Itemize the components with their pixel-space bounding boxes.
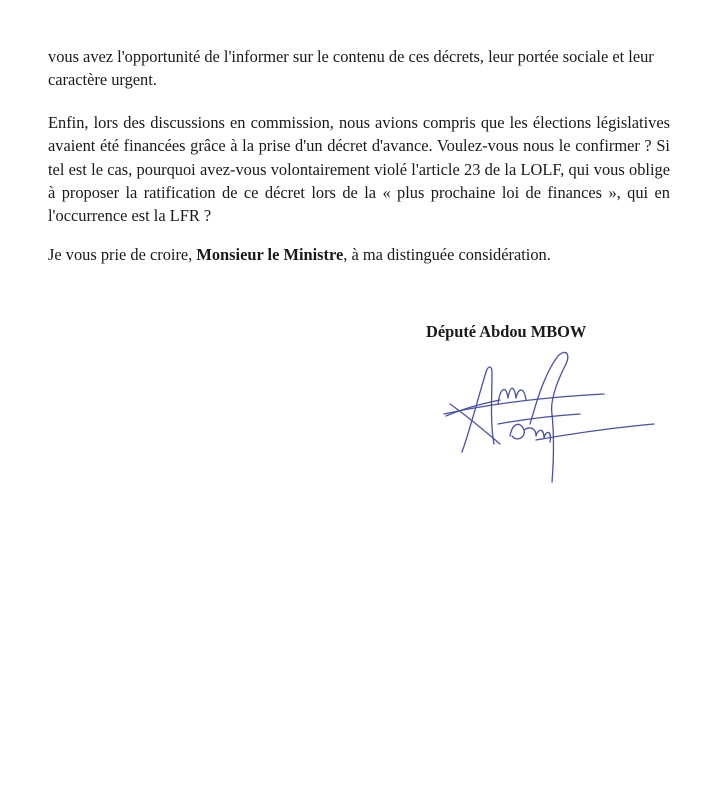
- closing-before: Je vous prie de croire,: [48, 245, 197, 264]
- signatory-name: Député Abdou MBOW: [426, 322, 587, 341]
- handwritten-signature: [440, 344, 660, 494]
- closing-after: , à ma distinguée considération.: [343, 245, 551, 264]
- paragraph-decret-avance: Enfin, lors des discussions en commission, nous avions compris que les élections législatives avaient été financées grâce à la prise d'un décret d'avance. Voulez-vous nous le confirmer ? Si tel est le cas, pourquoi avez-vous volontairement violé l'article 23 de la LOLF, qui vous oblige à proposer la ratification de ce décret lors de la « plus prochaine loi de finances », qui en l'occurrence est la LFR ?: [48, 113, 670, 226]
- closing-recipient: Monsieur le Ministre: [196, 245, 344, 264]
- paragraph-decrets-info: vous avez l'opportunité de l'informer sur le contenu de ces décrets, leur portée sociale et leur caractère urgent.: [48, 47, 654, 90]
- closing-formula: [48, 243, 670, 266]
